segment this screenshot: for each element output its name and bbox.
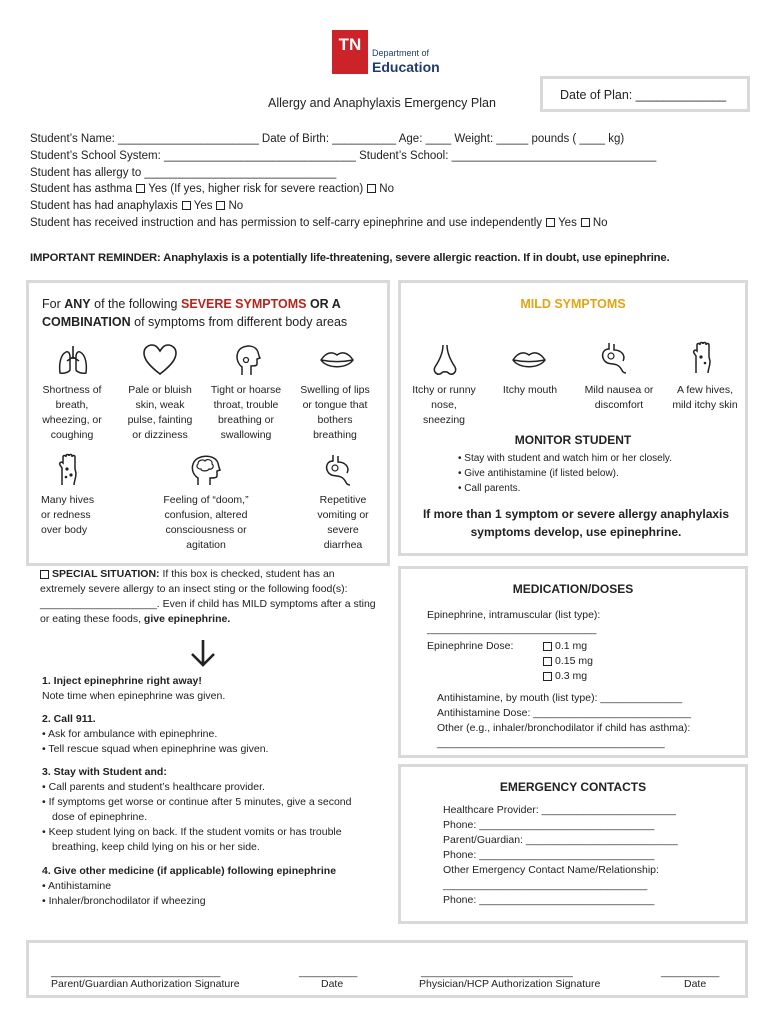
other-medication-line: _______________________________________ [437,737,665,749]
logo-dept-text: Department of [372,48,430,58]
monitor-student-title: MONITOR STUDENT [514,433,632,447]
nose-icon [431,343,459,377]
head-brain-icon [189,453,223,487]
medication-box [398,566,748,758]
dose-03-checkbox[interactable] [543,672,552,681]
student-line-2: Student’s School System: ______________________________ Student’s School: ________________________________ [30,150,657,162]
epi-dose-label: Epinephrine Dose: [427,640,514,652]
heart-icon [142,343,178,377]
severe-symptom-lips: Swelling of lips or tongue that bothers breathing [300,384,370,441]
antihistamine-dose: Antihistamine Dose: ___________________________ [437,707,691,719]
hand-hives-icon [57,453,83,487]
important-reminder: IMPORTANT REMINDER: Anaphylaxis is a potentially life-threatening, severe allergic reaction. If in doubt, use epinephrine. [30,252,670,264]
step-2: 2. Call 911. • Ask for ambulance with epinephrine. • Tell rescue squad when epinephrine was given. [42,713,269,755]
page-title: Allergy and Anaphylaxis Emergency Plan [268,96,496,110]
step-1: 1. Inject epinephrine right away! Note time when epinephrine was given. [42,675,226,702]
mild-title: MILD SYMPTOMS [520,297,626,311]
signatures-box [26,940,748,998]
step-4: 4. Give other medicine (if applicable) following epinephrine • Antihistamine • Inhaler/bronchodilator if wheezing [42,865,337,907]
mild-symptom-nose: Itchy or runny nose, sneezing [412,384,476,426]
stomach-icon [323,453,353,487]
epi-type-line: _____________________________ [427,623,597,635]
date1-label: Date [321,978,344,990]
mild-symptoms-box [398,280,748,556]
severe-symptom-hives: Many hives or redness over body [41,494,95,536]
selfcarry-yes-checkbox[interactable] [546,218,555,227]
logo-edu-text: Education [372,59,440,75]
other-medication: Other (e.g., inhaler/bronchodilator if child has asthma): [437,722,691,734]
special-situation: SPECIAL SITUATION: If this box is checked, student has an extremely severe allergy to an insect sting or the following food(s): ____________________. Even if child has MILD symptoms after a sting or eating these foods, give epinephrine. [40,568,376,625]
selfcarry-no-checkbox[interactable] [581,218,590,227]
date-of-plan-box [540,76,750,112]
severe-symptom-throat: Tight or hoarse throat, trouble breathing or swallowing [210,384,282,441]
severe-symptom-skin: Pale or bluish skin, weak pulse, fainting or dizziness [127,384,193,441]
date2-line: __________ [661,966,720,978]
mild-symptom-hives: A few hives, mild itchy skin [672,384,738,411]
student-line-3: Student has allergy to ______________________________ [30,167,337,179]
lungs-icon [56,343,90,377]
special-situation-checkbox[interactable] [40,570,49,579]
student-selfcarry: Student has received instruction and has permission to self-carry epinephrine and use independently Yes No [30,217,608,229]
date1-line: __________ [299,966,358,978]
anaphylaxis-no-checkbox[interactable] [216,201,225,210]
severe-symptom-doom: Feeling of “doom,” confusion, altered consciousness or agitation [163,494,249,551]
physician-signature-line: __________________________ [421,966,573,978]
student-asthma: Student has asthma Yes (If yes, higher risk for severe reaction) No [30,183,394,195]
asthma-yes-checkbox[interactable] [136,184,145,193]
anaphylaxis-yes-checkbox[interactable] [182,201,191,210]
medication-title: MEDICATION/DOSES [512,582,634,596]
asthma-no-checkbox[interactable] [367,184,376,193]
contacts-list: Healthcare Provider: _______________________ Phone: ______________________________ Parent/Guardian: __________________________ Phone: ______________________________ Other Emergency Contact Name/Relationship: ___________________________________ Phone: ______________________________ [443,804,678,906]
parent-signature-line: _____________________________ [51,966,221,978]
mild-symptom-nausea: Mild nausea or discomfort [584,384,654,411]
mouth-icon [511,349,547,371]
emergency-contacts-box [398,764,748,924]
date-of-plan: Date of Plan: _____________ [560,88,727,102]
epi-type: Epinephrine, intramuscular (list type): [427,609,601,621]
tn-logo [332,30,442,76]
student-anaphylaxis: Student has had anaphylaxis Yes No [30,200,244,212]
monitor-list: • Stay with student and watch him or her closely. • Give antihistamine (if listed below). • Call parents. [458,453,672,494]
severe-symptoms-box [26,280,390,566]
date2-label: Date [684,978,707,990]
physician-signature-label: Physician/HCP Authorization Signature [419,978,601,990]
step-3: 3. Stay with Student and: • Call parents and student’s healthcare provider. • If symptoms get worse or continue after 5 minutes, give a second dose of epinephrine. • Keep student lying on back. If the student vomits or has trouble breathing, keep child lying on his or her side. [42,766,352,853]
severe-heading: For ANY of the following SEVERE SYMPTOMS OR A COMBINATION of symptoms from different body areas [42,297,348,329]
dose-01-checkbox[interactable] [543,642,552,651]
hand-mild-hives-icon [691,341,717,375]
parent-signature-label: Parent/Guardian Authorization Signature [51,978,240,990]
throat-icon [234,343,264,377]
antihistamine-type: Antihistamine, by mouth (list type): ______________ [437,692,683,704]
severe-symptom-vomiting: Repetitive vomiting or severe diarrhea [317,494,369,551]
dose-015-checkbox[interactable] [543,657,552,666]
epi-dose-options: 0.1 mg 0.15 mg 0.3 mg [539,639,593,684]
stomach-mild-icon [599,341,629,375]
severe-symptom-breathing: Shortness of breath, wheezing, or coughing [42,384,102,441]
mild-escalation-note: If more than 1 symptom or severe allergy anaphylaxis symptoms develop, use epinephrine. [422,507,730,539]
tn-logo-mark: TN [332,30,368,74]
lips-icon [319,349,355,371]
student-line-1: Student’s Name: ______________________ Date of Birth: __________ Age: ____ Weight: _____ pounds ( ____ kg) [30,133,625,145]
arrow-down-icon [190,638,216,668]
mild-symptom-mouth: Itchy mouth [502,384,558,396]
contacts-title: EMERGENCY CONTACTS [499,780,647,794]
